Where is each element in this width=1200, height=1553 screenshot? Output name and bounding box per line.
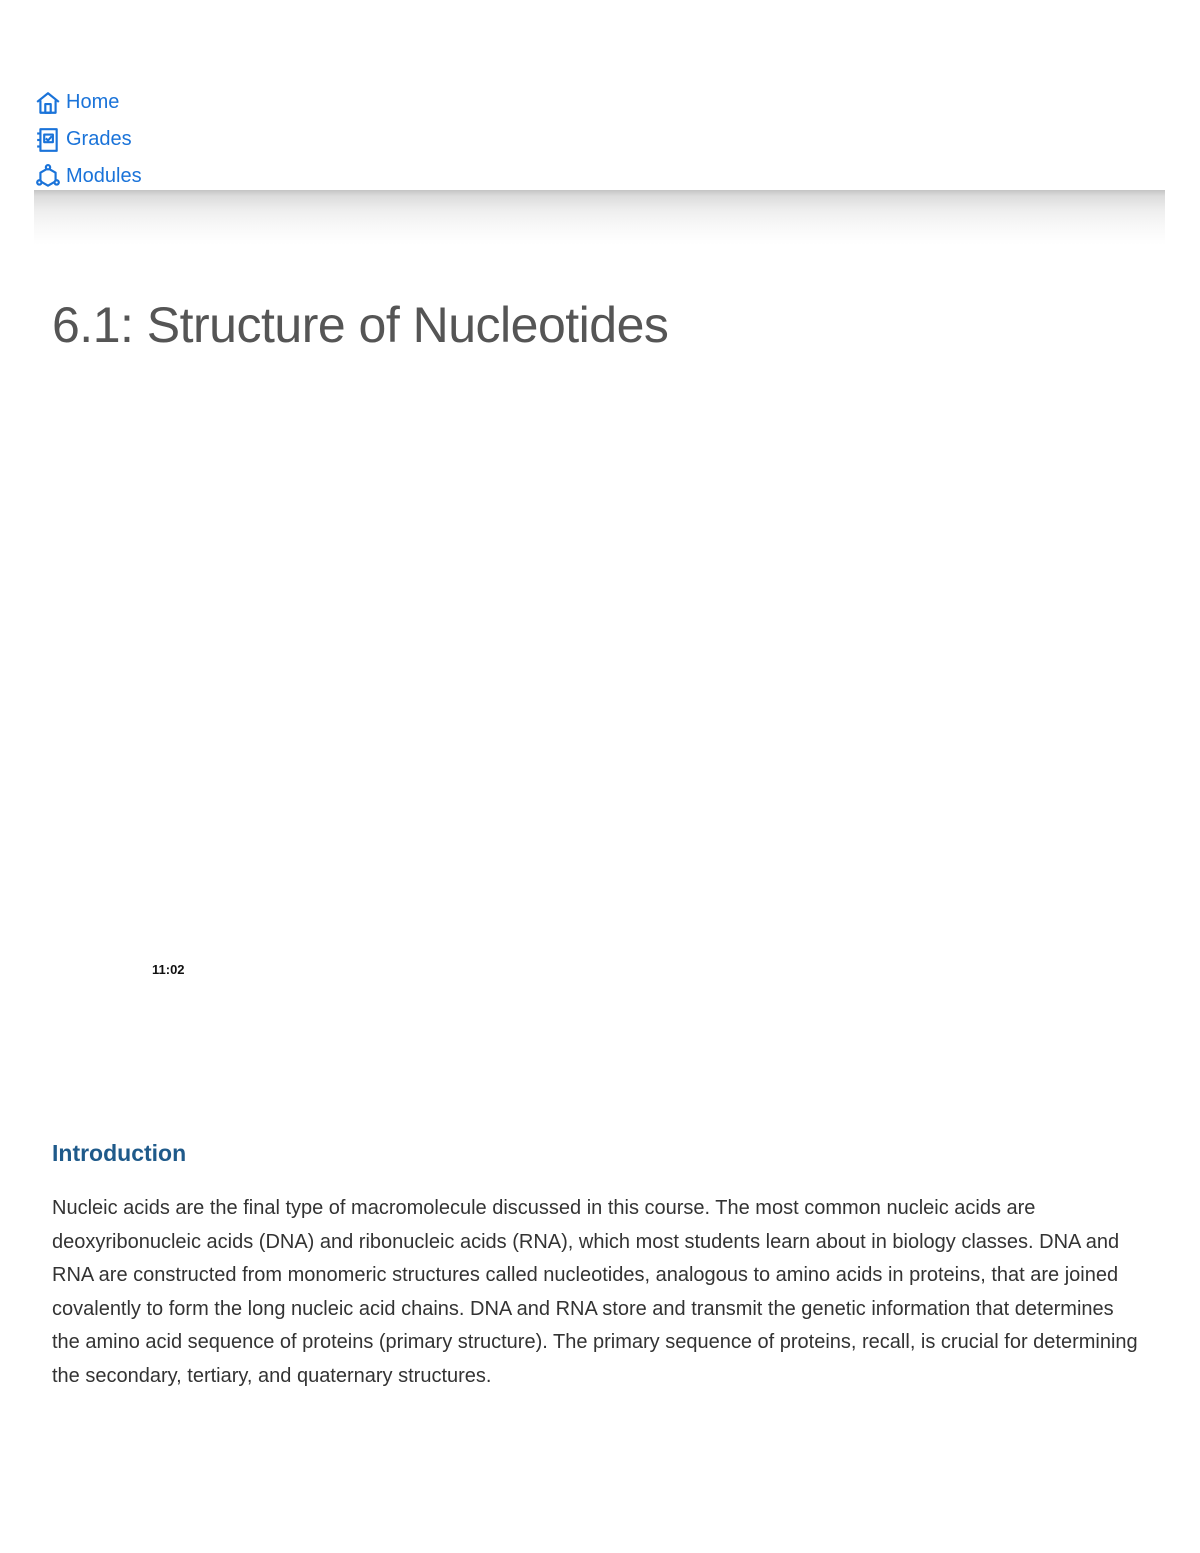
header-divider (34, 190, 1165, 245)
nav-item-home-label: Home (66, 91, 120, 113)
nav-item-modules-label: Modules (66, 165, 142, 187)
grades-icon (34, 126, 62, 154)
nav-item-grades[interactable] (34, 121, 142, 158)
home-icon (34, 89, 62, 117)
modules-icon (34, 163, 62, 191)
page-title: 6.1: Structure of Nucleotides (52, 297, 669, 353)
video-duration: 11:02 (152, 962, 185, 977)
course-nav (34, 84, 142, 195)
introduction-paragraph: Nucleic acids are the final type of macromolecule discussed in this course. The most common nucleic acids are deoxyribonucleic acids (DNA) and ribonucleic acids (RNA), which most students learn about in biology classes. DNA and RNA are constructed from monomeric structures called nucleotides, analogous to amino acids in proteins, that are joined covalently to form the long nucleic acid chains. DNA and RNA store and transmit the genetic information that determines the amino acid sequence of proteins (primary structure). The primary sequence of proteins, recall, is crucial for determining the secondary, tertiary, and quaternary structures. (52, 1197, 1138, 1387)
nav-item-grades-label: Grades (66, 128, 132, 150)
section-heading-introduction: Introduction (52, 1140, 187, 1166)
nav-item-home[interactable] (34, 84, 142, 121)
